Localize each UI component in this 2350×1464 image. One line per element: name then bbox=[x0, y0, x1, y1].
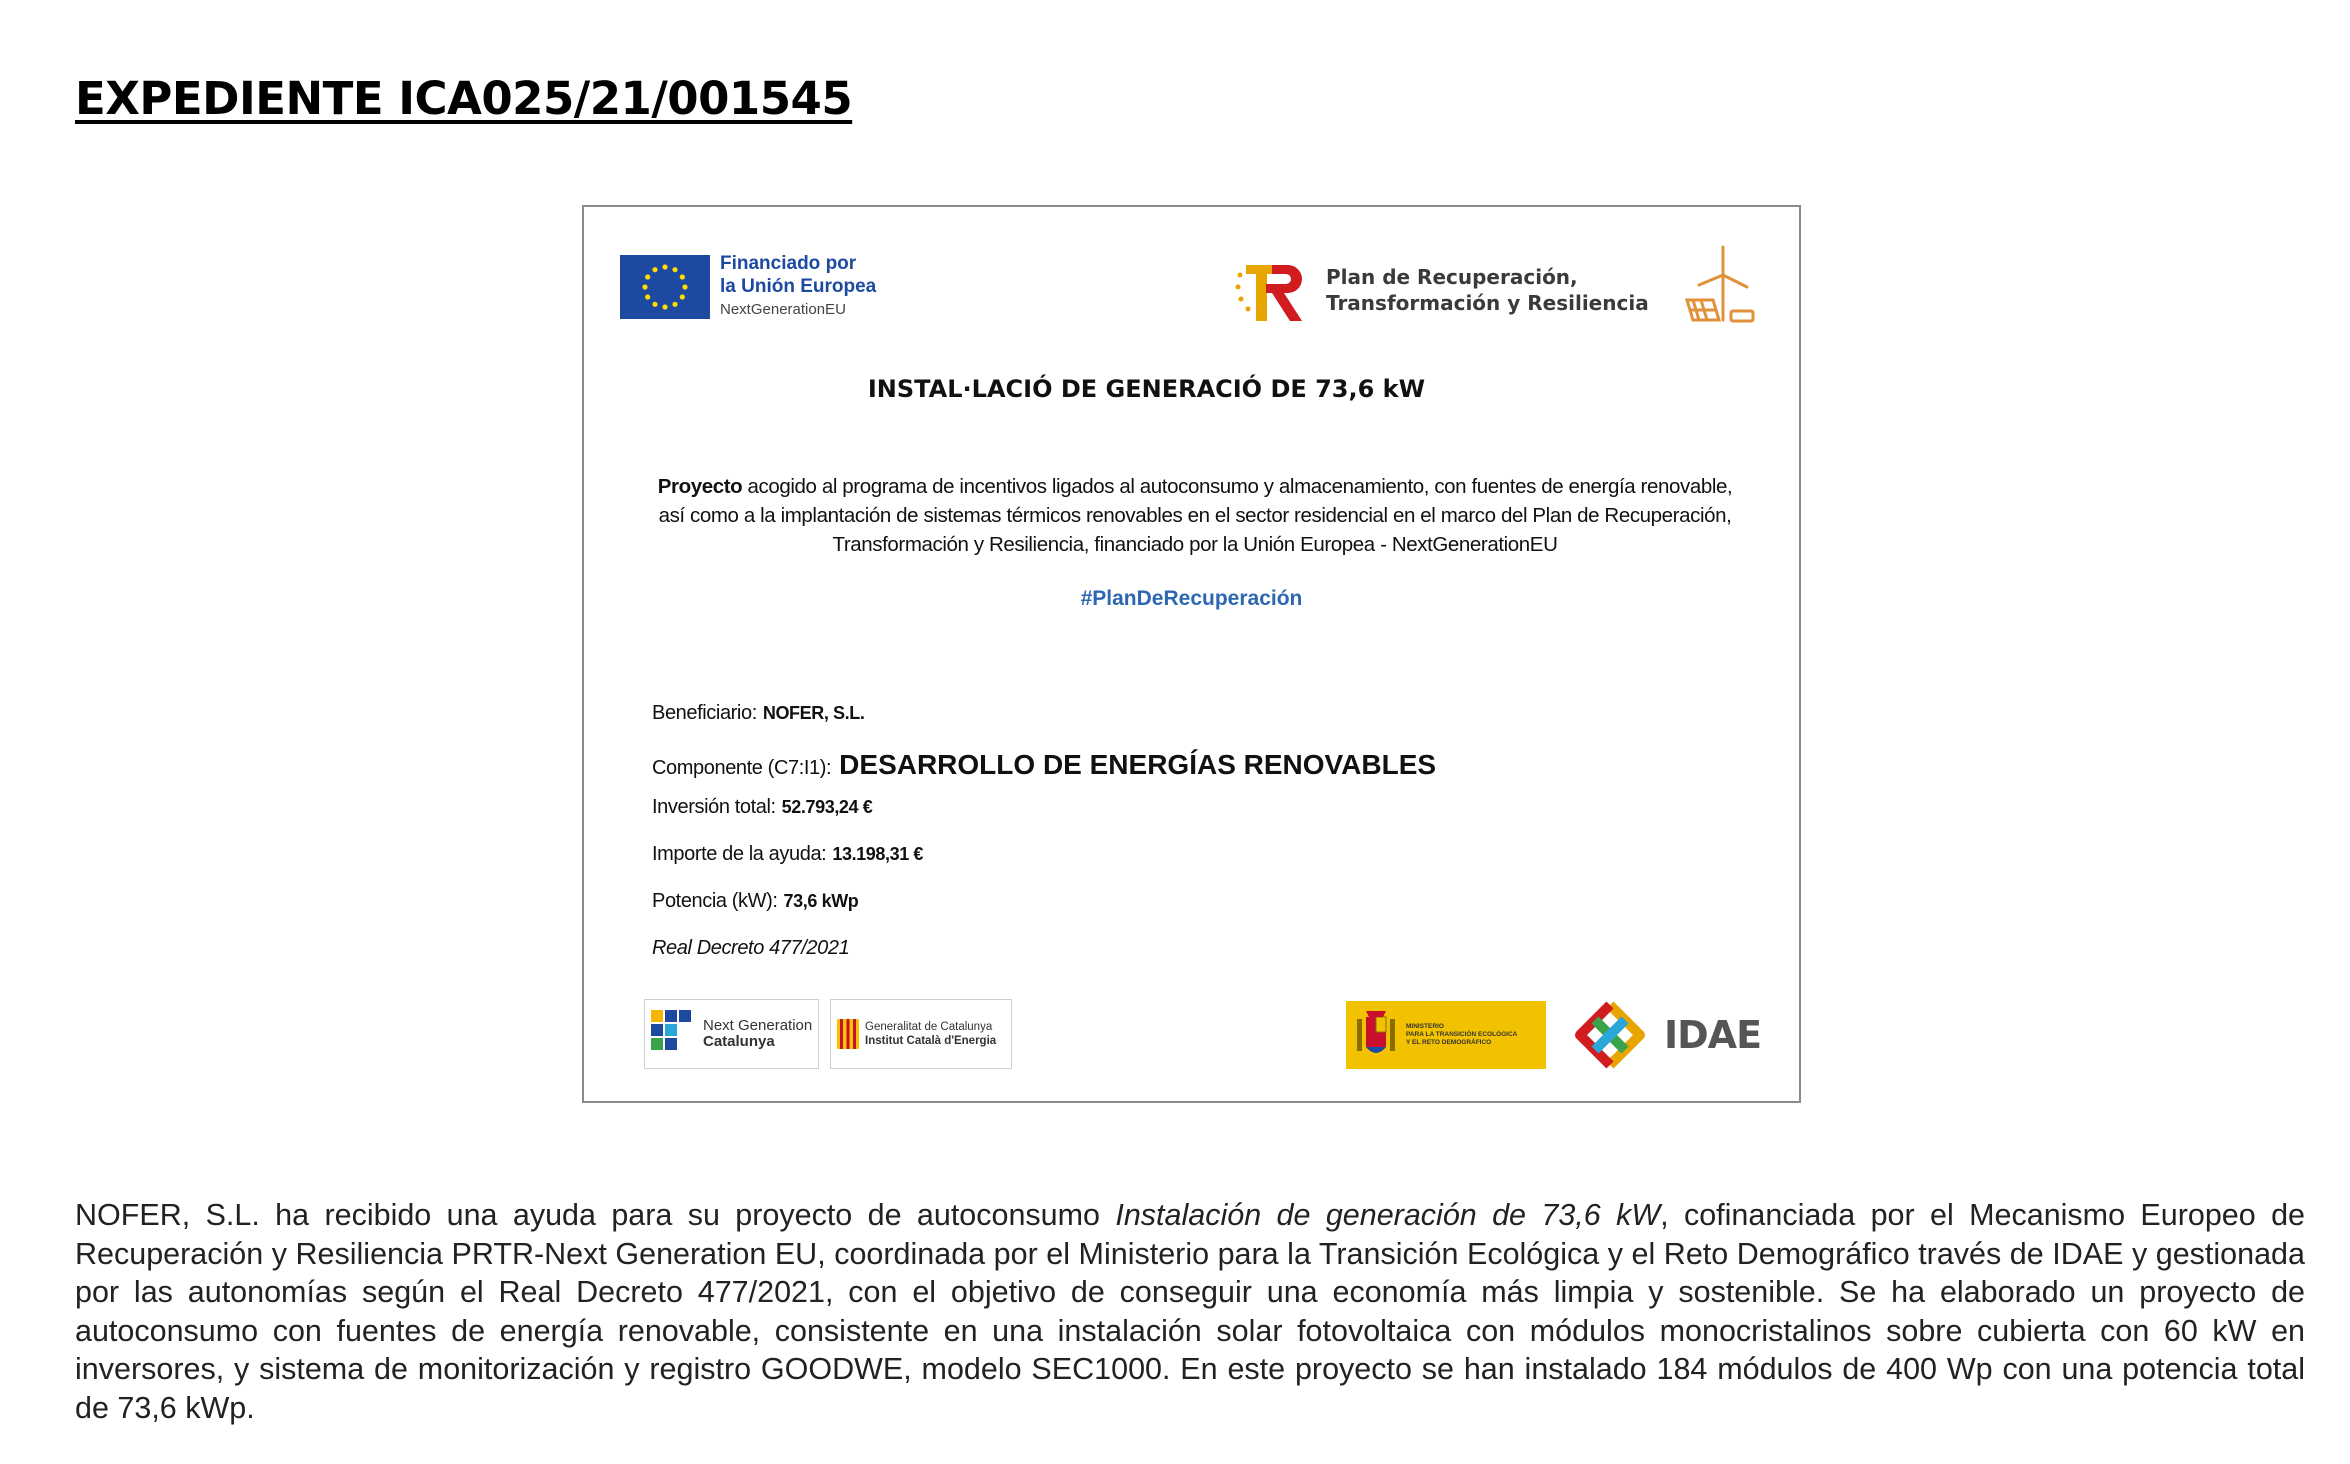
eu-star bbox=[652, 301, 657, 306]
componente-label: Componente (C7:I1): bbox=[652, 757, 832, 779]
prtr-line1: Plan de Recuperación, bbox=[1326, 265, 1578, 289]
importe-value: 13.198,31 € bbox=[832, 844, 924, 864]
componente-row bbox=[652, 749, 1436, 796]
project-description bbox=[650, 472, 1740, 559]
eu-logo-line2: la Unión Europea bbox=[720, 276, 877, 297]
ngc-line1: Next Generation bbox=[703, 1017, 813, 1034]
project-lead: Proyecto bbox=[657, 475, 743, 498]
hashtag: #PlanDeRecuperación bbox=[1080, 587, 1303, 610]
eu-logo-line1: Financiado por bbox=[720, 253, 857, 274]
importe-label: Importe de la ayuda: bbox=[652, 843, 827, 865]
body-paragraph bbox=[75, 1196, 2305, 1427]
spain-coat-of-arms-icon bbox=[1354, 1007, 1398, 1063]
potencia-row bbox=[652, 890, 1436, 937]
beneficiario-value: NOFER, S.L. bbox=[762, 703, 865, 723]
inversion-label: Inversión total: bbox=[652, 796, 776, 818]
installation-title: INSTAL·LACIÓ DE GENERACIÓ DE 73,6 kW bbox=[867, 375, 1426, 403]
prtr-line2: Transformación y Resiliencia bbox=[1326, 291, 1649, 315]
prtr-logo bbox=[1234, 245, 1759, 335]
body-part1: NOFER, S.L. ha recibido una ayuda para su proyecto de autoconsumo bbox=[75, 1198, 1116, 1232]
gencat-line1: Generalitat de Catalunya bbox=[865, 1021, 993, 1033]
eu-star bbox=[662, 264, 667, 269]
body-part2: , cofinanciada por el Mecanismo Europeo de Recuperación y Resiliencia PRTR-Next Generation EU, coordinada por el Ministerio para la Transición Ecológica y el Reto Demográfico través de IDAE y gestionada por las autonomías según el Real Decreto 477/2021, con el objetivo de conseguir una economía más limpia y sostenible. Se ha elaborado un proyecto de autoconsumo con fuentes de energía renovable, consistente en una instalación solar fotovoltaica con módulos monocristalinos sobre cubierta con 60 kW en inversores, y sistema de monitorización y registro GOODWE, modelo SEC1000. En este proyecto se han instalado 184 módulos de 400 Wp con una potencia total de 73,6 kWp. bbox=[75, 1198, 2305, 1425]
componente-value: DESARROLLO DE ENERGÍAS RENOVABLES bbox=[839, 749, 1437, 780]
gencat-line2: Institut Català d'Energia bbox=[865, 1035, 997, 1047]
eu-flag-icon bbox=[620, 255, 710, 319]
potencia-value: 73,6 kWp bbox=[783, 891, 859, 911]
beneficiario-row bbox=[652, 702, 1436, 749]
ngc-line2: Catalunya bbox=[703, 1033, 775, 1050]
idae-label: IDAE bbox=[1664, 1013, 1762, 1057]
eu-star bbox=[662, 304, 667, 309]
generalitat-logo bbox=[830, 999, 1012, 1069]
ngc-squares-icon bbox=[651, 1010, 695, 1058]
ministerio-logo bbox=[1346, 1001, 1546, 1069]
wind-solar-icon bbox=[1679, 245, 1759, 335]
tr-logo-icon bbox=[1234, 255, 1314, 325]
eu-star bbox=[680, 294, 685, 299]
funding-poster bbox=[582, 205, 1801, 1103]
ministerio-line1: MINISTERIO bbox=[1406, 1023, 1444, 1030]
idae-logo bbox=[1562, 999, 1761, 1071]
eu-star bbox=[672, 301, 677, 306]
real-decreto: Real Decreto 477/2021 bbox=[652, 937, 850, 959]
senyera-icon bbox=[837, 1019, 859, 1049]
eu-star bbox=[682, 284, 687, 289]
eu-star bbox=[680, 274, 685, 279]
importe-row bbox=[652, 843, 1436, 890]
real-decreto-row bbox=[652, 937, 1436, 984]
eu-star bbox=[642, 284, 647, 289]
idae-symbol-icon bbox=[1562, 999, 1658, 1071]
project-text: acogido al programa de incentivos ligados al autoconsumo y almacenamiento, con fuentes de energía renovable, así como a la implantación de sistemas térmicos renovables en el sector residencial en el marco del Plan de Recuperación, Transformación y Resiliencia, financiado por la Unión Europea - NextGenerationEU bbox=[658, 475, 1733, 556]
eu-star bbox=[672, 267, 677, 272]
body-italic: Instalación de generación de 73,6 kW bbox=[1115, 1198, 1661, 1232]
eu-logo bbox=[620, 252, 876, 321]
inversion-row bbox=[652, 796, 1436, 843]
page-heading: EXPEDIENTE ICA025/21/001545 bbox=[75, 72, 853, 125]
eu-star bbox=[652, 267, 657, 272]
beneficiario-label: Beneficiario: bbox=[652, 702, 757, 724]
eu-logo-line3: NextGenerationEU bbox=[720, 301, 846, 318]
project-fields bbox=[652, 702, 1436, 984]
next-generation-catalunya-logo bbox=[644, 999, 819, 1069]
inversion-value: 52.793,24 € bbox=[781, 797, 873, 817]
potencia-label: Potencia (kW): bbox=[652, 890, 778, 912]
ministerio-line2: PARA LA TRANSICIÓN ECOLÓGICA bbox=[1406, 1031, 1518, 1038]
eu-star bbox=[645, 294, 650, 299]
ministerio-line3: Y EL RETO DEMOGRÁFICO bbox=[1406, 1039, 1492, 1046]
eu-star bbox=[645, 274, 650, 279]
